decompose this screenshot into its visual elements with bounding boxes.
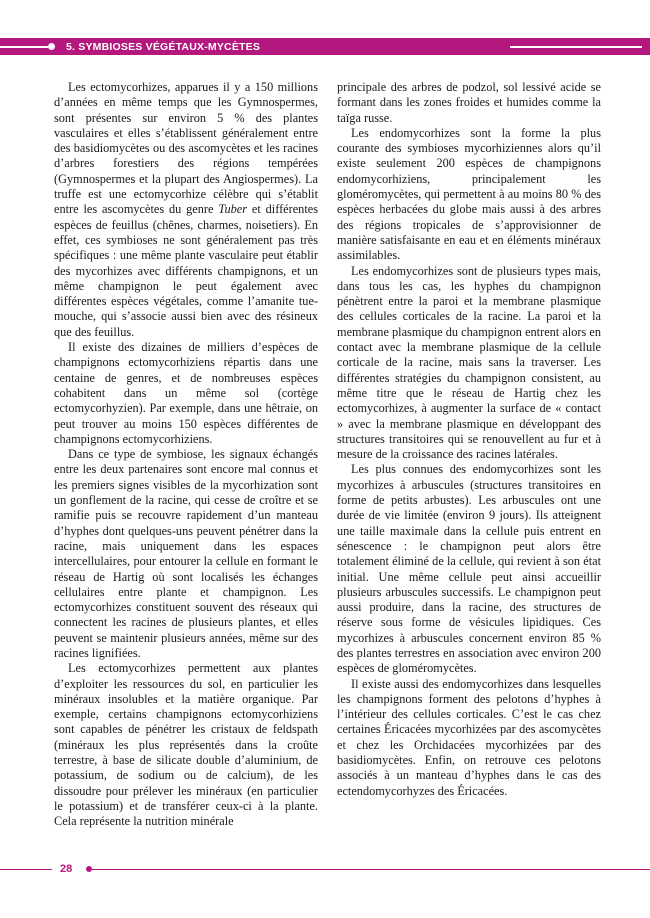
paragraph-continuation: principale des arbres de podzol, sol lessivé acide se formant dans les zones froides et humides comme la taïga russe. (337, 80, 601, 125)
paragraph: Les plus connues des endomycorhizes sont les mycorhizes à arbuscules (structures transitoires en forme de petits arbustes). Les arbuscules ont une durée de vie limitée (environ 9 jours). Ils atteignent une taille maximale dans la cellule puis entrent en sénescence : le champignon peut alors être totalement éliminé de la cellule, qui revient à son état initial. Une même cellule peut ainsi accueillir plusieurs arbuscules successifs. Le champignon peut aussi produire, dans la racine, des structures de réserve sous forme de vésicules lipidiques. Ces mycorhizes à arbuscules concernent environ 85 % des plantes terrestres en association avec environ 200 espèces de gloméromycètes. (337, 462, 601, 676)
header-rule-left (0, 46, 48, 48)
paragraph-text: Les ectomycorhizes, apparues il y a 150 millions d’années en même temps que les Gymnospermes, sont présentes sur environ 5 % des plantes vasculaires et elles s’établissent généralement entre des basidiomycètes ou des ascomycètes et les racines d’arbres forestiers des régions tempérées (Gymnospermes et la plupart des Angiospermes). La truffe est une ectomycorhize célèbre qui s’établit entre les ascomycètes du genre (54, 80, 318, 217)
paragraph: Les endomycorhizes sont de plusieurs types mais, dans tous les cas, les hyphes du champignon pénètrent entre la paroi et la membrane plasmique des cellules corticales de la racine. La paroi et la membrane plasmique du champignon entrent alors en contact avec la membrane plasmique de la cellule corticale de la racine, mais sans la traverser. Les différentes stratégies du champignon consistent, au même titre que le réseau de Hartig chez les ectomycorhizes, à augmenter la surface de « contact » avec la membrane plasmique en développant des structures transitoires qui se renouvellent au fur et à mesure de la croissance des racines latérales. (337, 263, 601, 462)
footer-rule-right (92, 869, 650, 870)
paragraph: Les endomycorhizes sont la forme la plus courante des symbioses mycorhiziennes alors qu’il existe seulement 200 espèces de champignons endomycorhiziens, principalement les gloméromycètes, qui permettent à au moins 80 % des espèces herbacées du globe mais aussi à des arbres des régions tropicales de s’approvisionner de manière satisfaisante en eau et en éléments minéraux assimilables. (337, 125, 601, 263)
header-bullet-dot (48, 43, 55, 50)
paragraph: Les ectomycorhizes permettent aux plantes d’exploiter les ressources du sol, en particulier les minéraux insolubles et la matière organique. Par exemple, certains champignons ectomycorhiziens sont capables de pénétrer les cristaux de feldspath (minéraux les plus représentés dans la croûte terrestre, à base de silicate double d’aluminium, de potassium, de sodium ou de calcium), de les dissoudre pour prélever les minéraux (en particulier le potassium) et de transférer ceux-ci à la plante. Cela représente la nutrition minérale (54, 661, 318, 829)
paragraph: Il existe des dizaines de milliers d’espèces de champignons ectomycorhiziens répartis dans une centaine de genres, et de nombreuses espèces cohabitent dans un même sol (cortège ectomycorhyzien). Par exemple, dans une hêtraie, on peut trouver au moins 150 espèces différentes de champignons ectomycorhiziens. (54, 340, 318, 446)
text-column-left (54, 80, 318, 830)
paragraph (54, 80, 318, 340)
paragraph-text: et différentes espèces de feuillus (chênes, charmes, noisetiers). En effet, ces symbioses ne sont généralement pas très spécifiques : une même plante vasculaire peut établir des mycorhizes avec différents champignons, et un même champignon le peut également avec différentes espèces végétales, comme l’amanite tue-mouche, qui s’associe aussi bien avec des résineux que des feuillus. (54, 202, 318, 339)
text-column-right (337, 80, 601, 799)
page-number: 28 (60, 863, 73, 875)
paragraph: Il existe aussi des endomycorhizes dans lesquelles les champignons forment des pelotons d’hyphes à l’intérieur des cellules corticales. C’est le cas chez certaines Éricacées mycorhizées par des ascomycètes et chez les Orchidacées mycorhizées par des basidiomycètes. Enfin, on retrouve ces pelotons associés à un manteau d’hyphes dans le cas des ectendomycorhyzes des Éricacées. (337, 676, 601, 798)
paragraph: Dans ce type de symbiose, les signaux échangés entre les deux partenaires sont encore mal connus et les premiers signes visibles de la mycorhization sont un gonflement de la racine, qui cesse de croître et se ramifie puis se recouvre rapidement d’un manteau d’hyphes dont quelques-uns peuvent pénétrer dans la racine, mais uniquement dans les espaces intercellulaires, pour entourer la cellule en formant le réseau de Hartig où sont localisés les échanges cellulaires entre plante et champignon. Les ectomycorhizes constituent souvent des réseaux qui connectent les racines de plusieurs plantes, et elles peuvent se maintenir plusieurs années, même sur des racines lignifiées. (54, 447, 318, 660)
chapter-title: 5. SYMBIOSES VÉGÉTAUX-MYCÈTES (66, 41, 261, 53)
footer-rule-left (0, 869, 52, 870)
header-rule-right (510, 46, 642, 48)
genus-name: Tuber (218, 202, 248, 217)
